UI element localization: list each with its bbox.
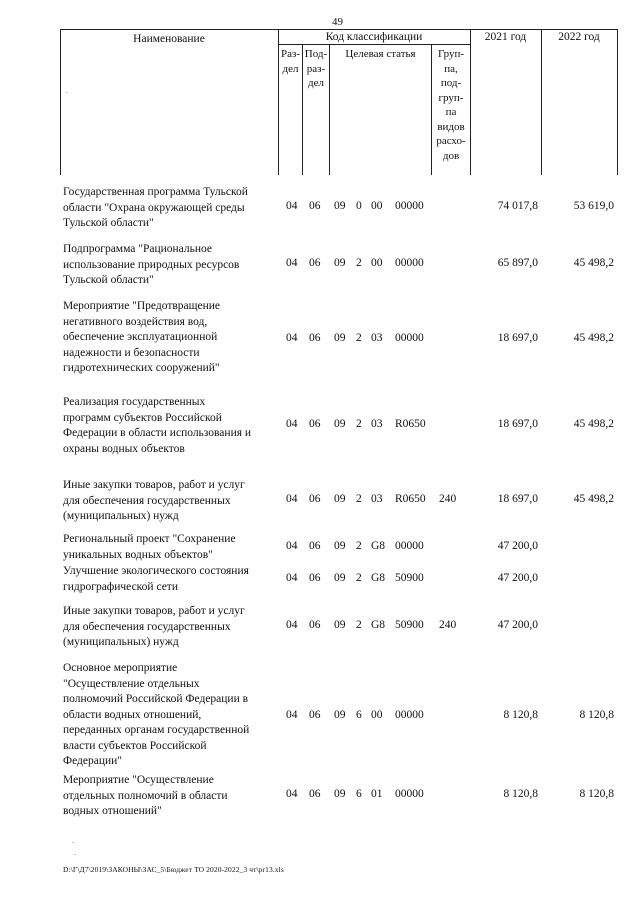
amount-2021: 8 120,8 (503, 709, 538, 722)
program-code: 09 (334, 788, 346, 801)
subprogram-code: 2 (356, 331, 362, 344)
subsection-cell: 06 (309, 331, 321, 344)
header-subsection: Под- раз- дел (304, 48, 328, 89)
direction-code: 00000 (395, 200, 424, 213)
header-year-2021: 2021 год (484, 31, 527, 43)
program-code: 09 (334, 539, 346, 552)
subprogram-code: 2 (356, 257, 362, 270)
event-code: G8 (371, 539, 386, 552)
event-code: G8 (371, 571, 386, 584)
row-name-line: Государственная программа Тульской (63, 186, 248, 198)
direction-code: 00000 (395, 331, 424, 344)
header-code-group: Код классификации (325, 31, 423, 43)
expense-type-code: 240 (439, 619, 457, 632)
row-name (63, 564, 285, 595)
row-name-line: гидротехнических сооружений" (63, 362, 220, 374)
row-name-line: негативного воздействия вод, (63, 315, 208, 328)
row-name (63, 661, 285, 770)
row-name (63, 299, 285, 377)
amount-2021: 18 697,0 (497, 418, 538, 430)
header-name: Наименование (133, 33, 205, 45)
amount-2022: 8 120,8 (579, 788, 614, 801)
scan-speck: . (72, 836, 74, 845)
section-cell: 04 (286, 709, 298, 722)
row-name-line: водных отношений" (63, 805, 162, 817)
direction-code: 50900 (395, 619, 424, 632)
row-name-line: Федерации в области использования и (63, 427, 252, 439)
event-code: 00 (371, 709, 383, 722)
amount-2022: 53 619,0 (573, 200, 614, 213)
row-name (63, 773, 285, 820)
amount-2022: 45 498,2 (573, 418, 614, 430)
direction-code: 00000 (395, 709, 424, 722)
row-name-line: Иные закупки товаров, работ и услуг (63, 605, 245, 617)
direction-code: 50900 (395, 571, 424, 584)
row-name-line: переданных органам государственной (63, 724, 250, 736)
event-code: 03 (371, 493, 383, 506)
row-name-line: Подпрограмма "Рациональное (63, 243, 213, 255)
section-cell: 04 (286, 331, 298, 344)
subprogram-code: 6 (356, 788, 362, 801)
row-name-line: области "Охрана окружающей среды (63, 201, 245, 214)
row-name-line: Мероприятие "Осуществление (63, 774, 214, 786)
row-name-line: Улучшение экологического состояния (63, 565, 249, 577)
direction-code: R0650 (395, 418, 426, 430)
row-name (63, 185, 285, 232)
section-cell: 04 (286, 418, 298, 430)
amount-2022: 45 498,2 (573, 493, 614, 506)
footer-file-path: D:\Г\Д7\2019\ЗАКОНЫ\ЗАС_5\Бюджет ТО 2020-2022_3 чт\pr13.xls (63, 865, 284, 874)
subsection-cell: 06 (309, 418, 321, 430)
section-cell: 04 (286, 200, 298, 213)
amount-2021: 47 200,0 (497, 619, 538, 632)
row-name-line: власти субъектов Российской (63, 739, 207, 752)
subprogram-code: 2 (356, 619, 362, 632)
row-name-line: Реализация государственных (63, 396, 206, 408)
row-name-line: (муниципальных) нужд (63, 510, 179, 522)
subprogram-code: 2 (356, 571, 362, 584)
amount-2022: 8 120,8 (579, 709, 614, 722)
event-code: 01 (371, 788, 383, 801)
row-name-line: использование природных ресурсов (63, 258, 240, 271)
amount-2021: 8 120,8 (503, 788, 538, 801)
event-code: 00 (371, 257, 383, 270)
direction-code: R0650 (395, 493, 426, 506)
direction-code: 00000 (395, 539, 424, 552)
program-code: 09 (334, 571, 346, 584)
subprogram-code: 0 (356, 200, 362, 213)
amount-2021: 47 200,0 (497, 571, 538, 584)
row-name (63, 478, 285, 525)
subsection-cell: 06 (309, 200, 321, 213)
row-name-line: охраны водных объектов (63, 442, 185, 455)
row-name (63, 532, 285, 563)
program-code: 09 (334, 418, 346, 430)
subsection-cell: 06 (309, 257, 321, 270)
direction-code: 00000 (395, 788, 424, 801)
subprogram-code: 2 (356, 493, 362, 506)
subsection-cell: 06 (309, 571, 321, 584)
subsection-cell: 06 (309, 709, 321, 722)
amount-2021: 74 017,8 (497, 200, 538, 213)
row-name-line: надежности и безопасности (63, 346, 200, 359)
subsection-cell: 06 (309, 539, 321, 552)
expense-type-code: 240 (439, 493, 457, 506)
row-name-line: Иные закупки товаров, работ и услуг (63, 479, 245, 491)
amount-2022: 45 498,2 (573, 331, 614, 344)
row-name (63, 604, 285, 651)
subsection-cell: 06 (309, 619, 321, 632)
subprogram-code: 6 (356, 709, 362, 722)
program-code: 09 (334, 709, 346, 722)
event-code: G8 (371, 619, 386, 632)
row-name-line: для обеспечения государственных (63, 620, 231, 633)
program-code: 09 (334, 257, 346, 270)
header-target-item: Целевая статья (345, 48, 416, 60)
row-name-line: Мероприятие "Предотвращение (63, 300, 221, 312)
row-name (63, 242, 285, 289)
header-expense-group: Груп- па, под- груп- па видов расхо- дов (436, 48, 466, 162)
row-name-line: "Осуществление отдельных (63, 677, 200, 690)
program-code: 09 (334, 331, 346, 344)
row-name-line: Основное мероприятие (63, 662, 178, 674)
row-name-line: уникальных водных объектов" (63, 548, 213, 561)
row-name-line: гидрографической сети (63, 580, 178, 593)
section-cell: 04 (286, 493, 298, 506)
amount-2021: 18 697,0 (497, 493, 538, 506)
row-name-line: для обеспечения государственных (63, 494, 231, 507)
section-cell: 04 (286, 619, 298, 632)
page-number: 49 (332, 16, 343, 28)
row-name-line: программ субъектов Российской (63, 411, 222, 424)
amount-2021: 65 897,0 (497, 257, 538, 270)
subprogram-code: 2 (356, 418, 362, 430)
header-section: Раз- дел (280, 48, 300, 75)
event-code: 00 (371, 200, 383, 213)
header-year-2022: 2022 год (558, 31, 600, 43)
program-code: 09 (334, 619, 346, 632)
row-name-line: полномочий Российской Федерации в (63, 693, 249, 705)
event-code: 03 (371, 418, 383, 430)
row-name-line: (муниципальных) нужд (63, 636, 179, 648)
subsection-cell: 06 (309, 493, 321, 506)
row-name-line: области водных отношений, (63, 708, 202, 721)
program-code: 09 (334, 200, 346, 213)
row-name-line: Тульской области" (63, 217, 154, 229)
section-cell: 04 (286, 788, 298, 801)
subsection-cell: 06 (309, 788, 321, 801)
row-name-line: Региональный проект "Сохранение (63, 533, 236, 545)
subprogram-code: 2 (356, 539, 362, 552)
row-name (63, 395, 285, 457)
row-name-line: обеспечение эксплуатационной (63, 331, 218, 343)
row-name-line: Федерации" (63, 755, 123, 767)
section-cell: 04 (286, 571, 298, 584)
section-cell: 04 (286, 257, 298, 270)
event-code: 03 (371, 331, 383, 344)
program-code: 09 (334, 493, 346, 506)
amount-2022: 45 498,2 (573, 257, 614, 270)
row-name-line: Тульской области" (63, 274, 154, 286)
amount-2021: 18 697,0 (497, 331, 538, 344)
scan-speck: . (74, 848, 76, 857)
amount-2021: 47 200,0 (497, 539, 538, 552)
scan-speck: . (66, 86, 68, 95)
section-cell: 04 (286, 539, 298, 552)
row-name-line: отдельных полномочий в области (63, 789, 228, 802)
direction-code: 00000 (395, 257, 424, 270)
